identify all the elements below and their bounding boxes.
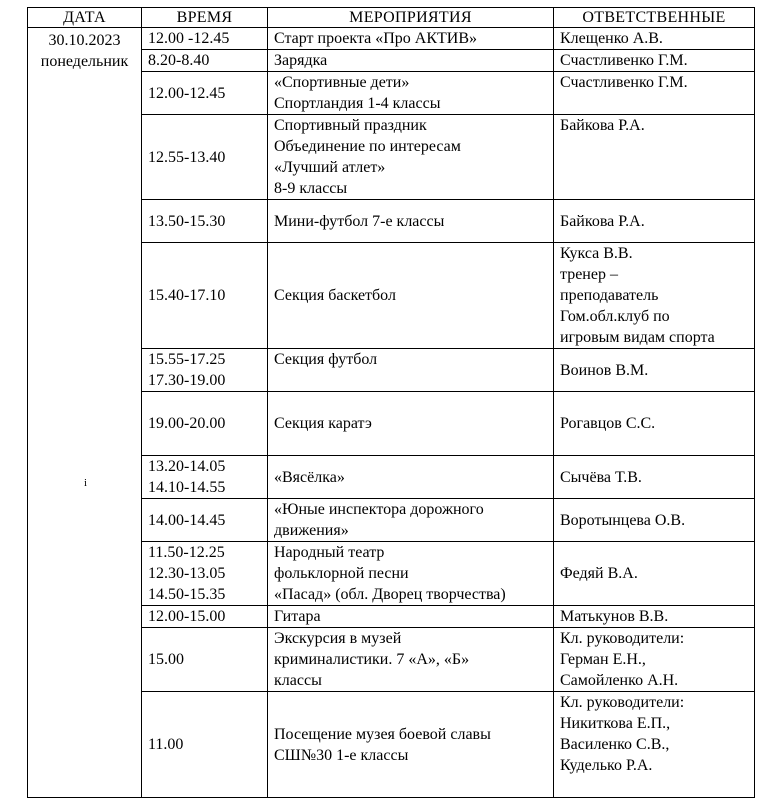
time-cell-line: 14.00-14.45: [148, 511, 226, 529]
responsible-cell-line: Куделько Р.А.: [560, 757, 653, 774]
responsible-cell-line: преподаватель: [560, 287, 659, 304]
event-cell-line: движения»: [274, 522, 349, 539]
responsible-cell-line: Байкова Р.А.: [560, 117, 645, 134]
header-responsible: ОТВЕТСТВЕННЫЕ: [554, 8, 755, 28]
time-cell-line: 12.55-13.40: [148, 148, 226, 166]
event-cell-line: СШ№30 1-е классы: [274, 746, 409, 764]
time-cell-line: 14.10-14.55: [148, 479, 226, 496]
responsible-cell: [554, 243, 755, 349]
event-cell-line: Секция каратэ: [274, 415, 372, 432]
responsible-cell-line: Счастливенко Г.М.: [560, 74, 688, 91]
time-cell: [142, 692, 268, 798]
time-cell-line: 15.40-17.10: [148, 287, 226, 304]
event-cell: [268, 456, 554, 499]
responsible-cell-line: Кл. руководители:: [560, 630, 685, 647]
event-cell: [268, 499, 554, 542]
responsible-cell: [554, 200, 755, 243]
event-cell-line: Секция баскетбол: [274, 287, 396, 304]
time-cell-line: 17.30-19.00: [148, 372, 226, 389]
time-cell-line: 12.00-15.00: [148, 608, 226, 625]
responsible-cell-line: Клещенко А.В.: [560, 30, 663, 47]
responsible-cell: [554, 542, 755, 606]
event-cell-line: «Спортивные дети»: [274, 74, 410, 91]
time-cell-line: 13.20-14.05: [148, 458, 226, 475]
time-cell: [142, 499, 268, 542]
event-cell-line: Гитара: [274, 608, 321, 625]
event-cell: [268, 628, 554, 692]
event-cell: [268, 243, 554, 349]
responsible-cell: [554, 499, 755, 542]
time-cell: [142, 392, 268, 456]
time-cell-line: 13.50-15.30: [148, 212, 226, 230]
responsible-cell-line: Рогавцов С.С.: [560, 415, 656, 432]
time-cell-line: 19.00-20.00: [148, 415, 226, 432]
time-cell: [142, 542, 268, 606]
header-time: ВРЕМЯ: [142, 8, 268, 28]
responsible-cell: [554, 115, 755, 200]
event-cell-line: Спортивный праздник: [274, 117, 427, 134]
responsible-cell-line: Воротынцева О.В.: [560, 511, 686, 529]
schedule-table: [27, 7, 755, 798]
time-cell-line: 12.30-13.05: [148, 565, 226, 582]
event-cell-line: «Вясёлка»: [274, 468, 345, 486]
responsible-cell: [554, 72, 755, 115]
responsible-cell-line: тренер –: [560, 266, 618, 283]
time-cell: [142, 349, 268, 392]
event-cell: [268, 115, 554, 200]
time-cell: [142, 72, 268, 115]
responsible-cell: [554, 692, 755, 798]
time-cell-line: 12.00 -12.45: [148, 30, 230, 47]
responsible-cell: [554, 50, 755, 72]
responsible-cell: [554, 628, 755, 692]
time-cell: [142, 50, 268, 72]
time-cell: [142, 456, 268, 499]
event-cell-line: Секция футбол: [274, 351, 378, 368]
event-cell-line: 8-9 классы: [274, 180, 348, 197]
responsible-cell-line: Герман Е.Н.,: [560, 651, 646, 668]
event-cell: [268, 200, 554, 243]
responsible-cell: [554, 392, 755, 456]
responsible-cell-line: Байкова Р.А.: [560, 212, 645, 230]
event-cell-line: Спортландия 1-4 классы: [274, 95, 441, 112]
event-cell-line: «Пасад» (обл. Дворец творчества): [274, 586, 506, 603]
responsible-cell: [554, 606, 755, 628]
event-cell: [268, 392, 554, 456]
time-cell-line: 12.00-12.45: [148, 84, 226, 102]
responsible-cell-line: Сычёва Т.В.: [560, 468, 642, 486]
time-cell-line: 15.00: [148, 651, 184, 668]
schedule-sheet: [27, 7, 755, 798]
header-row: [28, 8, 755, 28]
responsible-cell: [554, 28, 755, 50]
event-cell: [268, 50, 554, 72]
header-events: МЕРОПРИЯТИЯ: [268, 8, 554, 28]
responsible-cell-line: Федяй В.А.: [560, 565, 638, 582]
event-cell-line: «Юные инспектора дорожного: [274, 501, 484, 518]
cell-marker: i: [84, 477, 88, 489]
date-cell: [28, 28, 142, 798]
responsible-cell: [554, 456, 755, 499]
responsible-cell-line: Кукса В.В.: [560, 245, 633, 262]
event-cell: [268, 692, 554, 798]
time-cell: [142, 606, 268, 628]
event-cell-line: Мини-футбол 7-е классы: [274, 212, 445, 230]
schedule-body: [28, 28, 755, 798]
event-cell-line: Экскурсия в музей: [274, 630, 402, 647]
event-cell-line: Старт проекта «Про АКТИВ»: [274, 30, 478, 47]
responsible-cell: [554, 349, 755, 392]
responsible-cell-line: Василенко С.В.,: [560, 736, 670, 753]
responsible-cell-line: Самойленко А.Н.: [560, 672, 679, 689]
event-cell-line: «Лучший атлет»: [274, 159, 386, 176]
event-cell: [268, 72, 554, 115]
event-cell: [268, 542, 554, 606]
responsible-cell-line: Гом.обл.клуб по: [560, 308, 670, 325]
event-cell-line: Зарядка: [274, 52, 328, 69]
event-cell: [268, 349, 554, 392]
time-cell-line: 8.20-8.40: [148, 52, 210, 69]
event-cell: [268, 28, 554, 50]
responsible-cell-line: Кл. руководители:: [560, 694, 685, 711]
time-cell-line: 15.55-17.25: [148, 351, 226, 368]
event-cell-line: фольклорной песни: [274, 565, 409, 582]
header-date: ДАТА: [28, 8, 142, 28]
time-cell-line: 11.00: [148, 736, 184, 753]
responsible-cell-line: Матькунов В.В.: [560, 608, 669, 625]
responsible-cell-line: игровым видам спорта: [560, 329, 715, 346]
table-row: [28, 28, 755, 50]
time-cell: [142, 243, 268, 349]
time-cell: [142, 28, 268, 50]
responsible-cell-line: Счастливенко Г.М.: [560, 52, 688, 69]
time-cell-line: 11.50-12.25: [148, 544, 225, 561]
time-cell: [142, 115, 268, 200]
responsible-cell-line: Никиткова Е.П.,: [560, 715, 671, 732]
event-cell: [268, 606, 554, 628]
responsible-cell-line: Воинов В.М.: [560, 361, 649, 379]
event-cell-line: Посещение музея боевой славы: [274, 725, 491, 743]
date-value: 30.10.2023: [48, 32, 121, 49]
event-cell-line: Народный театр: [274, 544, 385, 561]
weekday-value: понедельник: [40, 53, 129, 70]
event-cell-line: Объединение по интересам: [274, 138, 461, 155]
time-cell: [142, 628, 268, 692]
time-cell-line: 14.50-15.35: [148, 586, 226, 603]
event-cell-line: криминалистики. 7 «А», «Б»: [274, 651, 470, 668]
event-cell-line: классы: [274, 672, 322, 689]
time-cell: [142, 200, 268, 243]
